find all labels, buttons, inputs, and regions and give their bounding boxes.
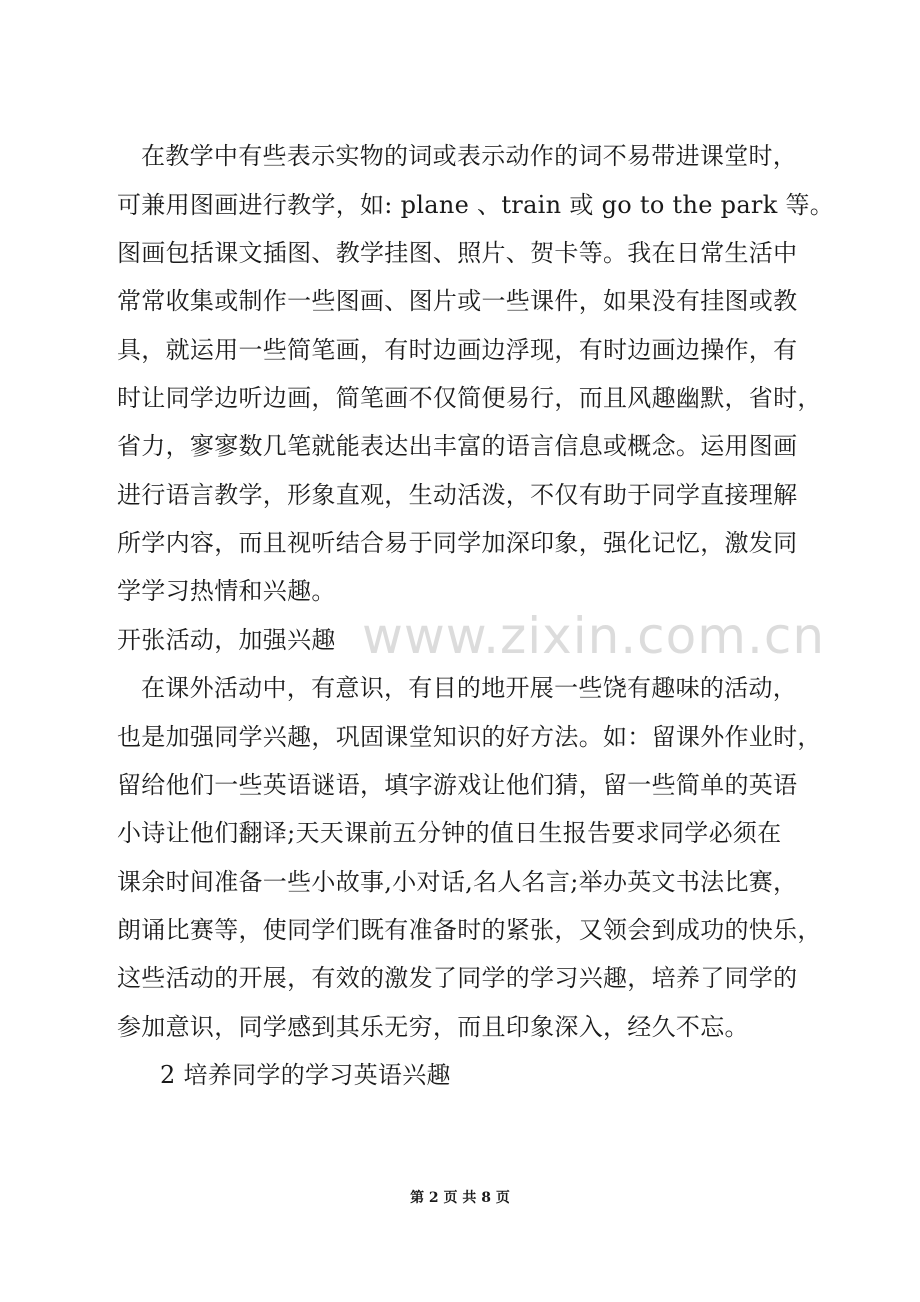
watermark: www.zixin.com.cn — [362, 607, 826, 665]
paragraph-line: 学学习热情和兴趣。 — [117, 577, 336, 605]
section-heading: 2 培养同学的学习英语兴趣 — [160, 1061, 451, 1089]
paragraph-line: 这些活动的开展，有效的激发了同学的学习兴趣，培养了同学的 — [117, 964, 798, 992]
page-footer: 第 2 页 共 8 页 — [410, 1190, 510, 1206]
paragraph-line: 在课外活动中，有意识，有目的地开展一些饶有趣味的活动， — [141, 674, 798, 702]
paragraph-line: 图画包括课文插图、教学挂图、照片、贺卡等。我在日常生活中 — [117, 239, 798, 267]
paragraph-line: 省力，寥寥数几笔就能表达出丰富的语言信息或概念。运用图画 — [117, 432, 798, 460]
section-heading: 开张活动，加强兴趣 — [117, 626, 336, 654]
paragraph-line: 可兼用图画进行教学，如: plane 、train 或 go to the park 等。 — [117, 191, 835, 219]
paragraph-line: 留给他们一些英语谜语，填字游戏让他们猜，留一些简单的英语 — [117, 771, 798, 799]
paragraph-line: 朗诵比赛等，使同学们既有准备时的紧张，又领会到成功的快乐， — [117, 916, 822, 944]
paragraph-line: 具，就运用一些简笔画，有时边画边浮现，有时边画边操作，有 — [117, 336, 798, 364]
paragraph-line: 所学内容，而且视听结合易于同学加深印象，强化记忆，激发同 — [117, 529, 798, 557]
paragraph-line: 常常收集或制作一些图画、图片或一些课件，如果没有挂图或教 — [117, 287, 798, 315]
paragraph-line: 在教学中有些表示实物的词或表示动作的词不易带进课堂时， — [141, 142, 798, 170]
paragraph-line: 也是加强同学兴趣，巩固课堂知识的好方法。如：留课外作业时， — [117, 723, 822, 751]
paragraph-line: 课余时间准备一些小故事,小对话,名人名言;举办英文书法比赛， — [117, 868, 798, 896]
paragraph-line: 进行语言教学，形象直观，生动活泼，不仅有助于同学直接理解 — [117, 481, 798, 509]
paragraph-line: 参加意识，同学感到其乐无穷，而且印象深入，经久不忘。 — [117, 1013, 749, 1041]
paragraph-line: 小诗让他们翻译;天天课前五分钟的值日生报告要求同学必须在 — [117, 819, 782, 847]
paragraph-line: 时让同学边听边画，简笔画不仅简便易行，而且风趣幽默，省时， — [117, 384, 822, 412]
